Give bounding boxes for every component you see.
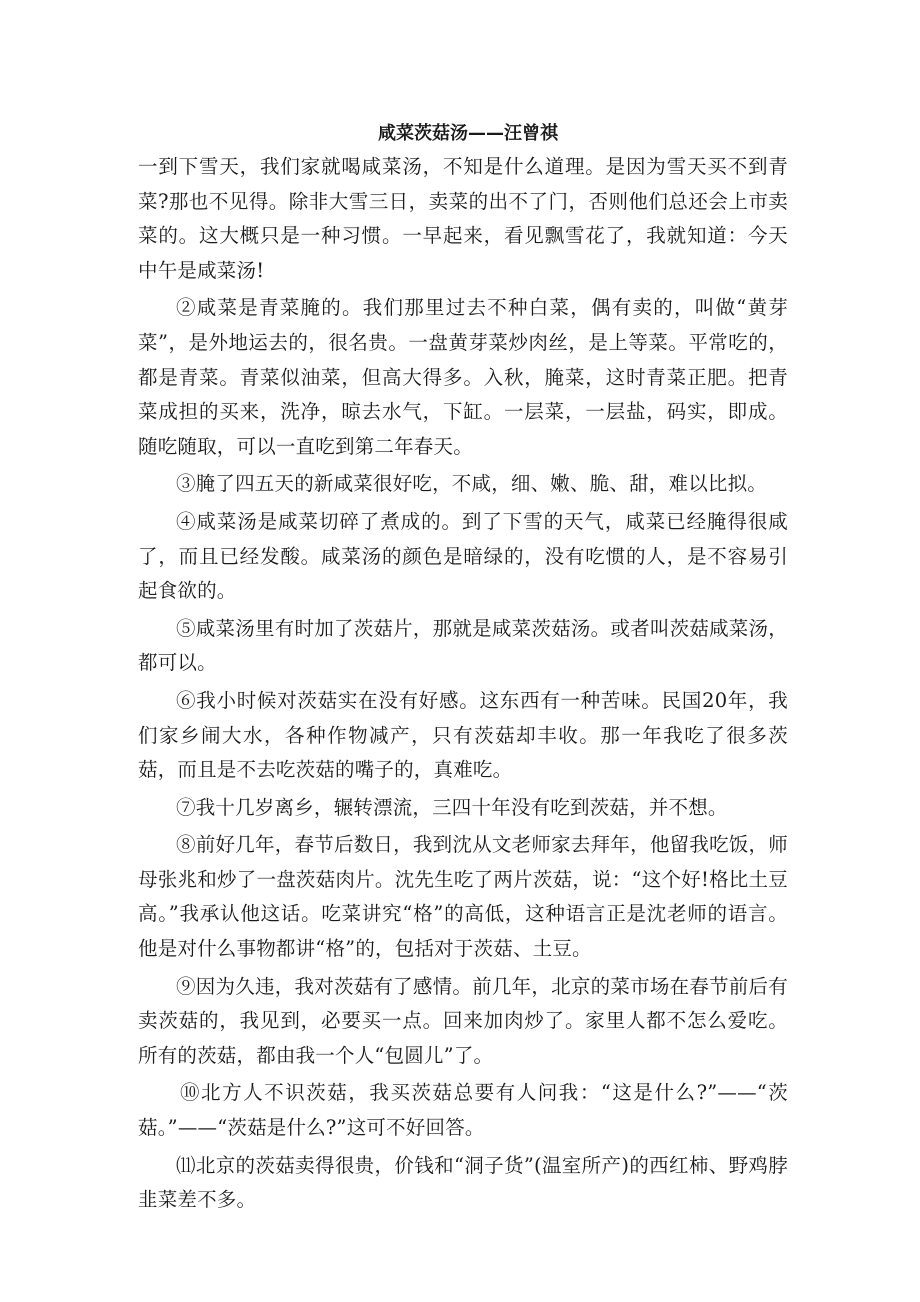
paragraph-1: 一到下雪天，我们家就喝咸菜汤，不知是什么道理。是因为雪天买不到青菜?那也不见得。除非大雪三日，卖菜的出不了门，否则他们总还会上市卖菜的。这大概只是一种习惯。一早起来，看见飘雪花了，我就知道：今天中午是咸菜汤!	[138, 155, 788, 282]
paragraph-5: ⑤咸菜汤里有时加了茨菇片，那就是咸菜茨菇汤。或者叫茨菇咸菜汤，都可以。	[138, 616, 788, 675]
paragraph-10: ⑩北方人不识茨菇，我买茨菇总要有人问我：“这是什么?”——“茨菇。”——“茨菇是什么?”这可不好回答。	[138, 1081, 788, 1140]
paragraph-7: ⑦我十几岁离乡，辗转漂流，三四十年没有吃到茨菇，并不想。	[176, 795, 728, 819]
paragraph-8: ⑧前好几年，春节后数日，我到沈从文老师家去拜年，他留我吃饭，师母张兆和炒了一盘茨菇肉片。沈先生吃了两片茨菇，说：“这个好!格比土豆高。”我承认他这话。吃菜讲究“格”的高低，这种语言正是沈老师的语言。他是对什么事物都讲“格”的，包括对于茨菇、土豆。	[138, 833, 788, 961]
paragraph-2: ②咸菜是青菜腌的。我们那里过去不种白菜，偶有卖的，叫做“黄芽菜”，是外地运去的，很名贵。一盘黄芽菜炒肉丝，是上等菜。平常吃的，都是青菜。青菜似油菜，但高大得多。入秋，腌菜，这时青菜正肥。把青菜成担的买来，洗净，晾去水气，下缸。一层菜，一层盐，码实，即成。随吃随取，可以一直吃到第二年春天。	[138, 296, 788, 458]
paragraph-9: ⑨因为久违，我对茨菇有了感情。前几年，北京的菜市场在春节前后有卖茨菇的，我见到，必要买一点。回来加肉炒了。家里人都不怎么爱吃。所有的茨菇，都由我一个人“包圆儿”了。	[138, 974, 788, 1067]
paragraph-11: ⑾北京的茨菇卖得很贵，价钱和“洞子货”(温室所产)的西红柿、野鸡脖韭菜差不多。	[138, 1153, 788, 1212]
paragraph-3: ③腌了四五天的新咸菜很好吃，不咸，细、嫩、脆、甜，难以比拟。	[176, 472, 768, 496]
document-page	[138, 118, 788, 1221]
paragraph-4: ④咸菜汤是咸菜切碎了煮成的。到了下雪的天气，咸菜已经腌得很咸了，而且已经发酸。咸菜汤的颜色是暗绿的，没有吃惯的人，是不容易引起食欲的。	[138, 509, 788, 603]
paragraph-6: ⑥我小时候对茨菇实在没有好感。这东西有一种苦味。民国20年，我们家乡闹大水，各种作物减产，只有茨菇却丰收。那一年我吃了很多茨菇，而且是不去吃茨菇的嘴子的，真难吃。	[138, 688, 788, 782]
document-title: 咸菜茨菇汤——汪曾祺	[378, 123, 558, 144]
